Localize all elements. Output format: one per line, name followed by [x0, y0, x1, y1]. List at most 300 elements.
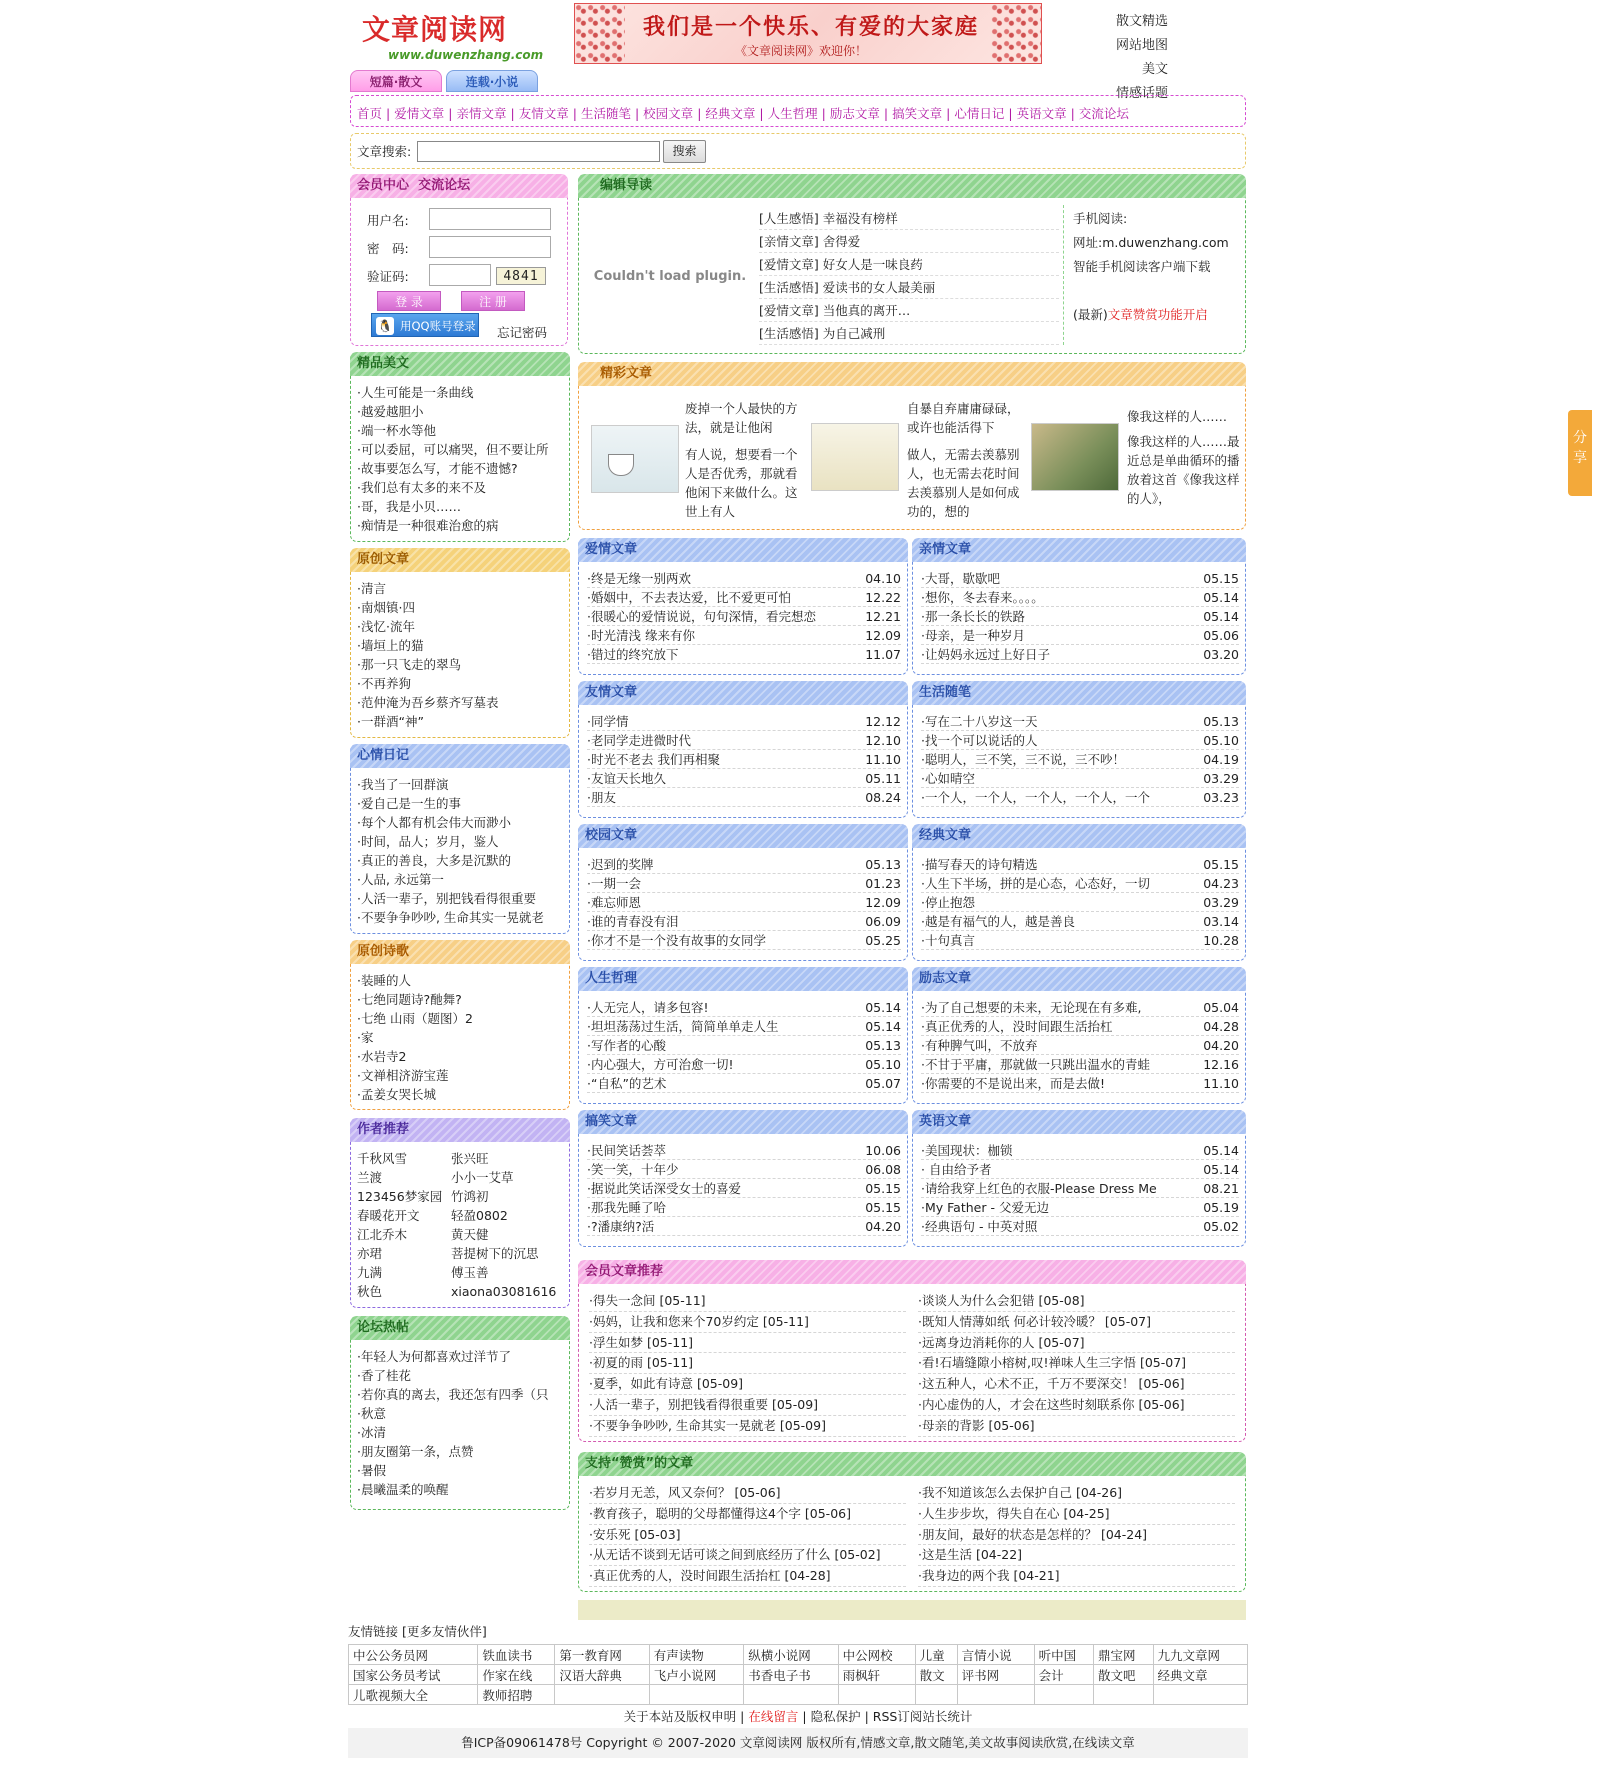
teacup-icon — [608, 454, 634, 476]
list-item[interactable] — [587, 1179, 901, 1198]
featured-item-2[interactable] — [907, 399, 1025, 521]
friend-link[interactable]: 教师招聘 — [478, 1685, 555, 1705]
list-item[interactable]: ·端一杯水等他 — [357, 423, 436, 438]
author-link[interactable]: 江北乔木 — [357, 1227, 408, 1242]
list-item[interactable] — [587, 1055, 901, 1074]
article-date: 05.04 — [1203, 1000, 1239, 1015]
nav-item[interactable]: 经典文章 — [705, 106, 756, 121]
friend-link[interactable]: 评书网 — [957, 1665, 1034, 1685]
list-item[interactable] — [921, 1160, 1239, 1179]
friend-link[interactable]: 儿童 — [915, 1645, 957, 1665]
yuanchuang-list — [357, 579, 565, 731]
article-link[interactable]: ·坦坦荡荡过生活，简简单单走人生 — [587, 1019, 779, 1034]
footer-rss[interactable]: RSS订阅站长统计 — [872, 1709, 973, 1724]
list-item[interactable] — [587, 998, 901, 1017]
list-item[interactable]: ·冰清 — [357, 1425, 386, 1440]
friend-link[interactable]: 纵横小说网 — [744, 1645, 838, 1665]
list-item[interactable] — [587, 1198, 901, 1217]
article-link[interactable]: ·My Father - 父爱无边 — [921, 1200, 1049, 1215]
featured-title-1[interactable]: 废掉一个人最快的方法，就是让他闲 — [685, 401, 798, 435]
article-link[interactable]: ·那一条长长的铁路 — [921, 609, 1025, 624]
article-link[interactable]: ·写在二十八岁这一天 — [921, 714, 1038, 729]
friend-link[interactable]: 经典文章 — [1153, 1665, 1248, 1685]
username-input[interactable] — [429, 208, 551, 230]
article-link[interactable]: ·你才不是一个没有故事的女同学 — [587, 933, 766, 948]
list-item[interactable] — [921, 1217, 1239, 1236]
list-item[interactable] — [921, 645, 1239, 664]
tab-novel[interactable]: 连载·小说 — [446, 70, 538, 92]
category-header[interactable]: 亲情文章 — [912, 538, 1246, 562]
nav-item[interactable]: 心情日记 — [954, 106, 1005, 121]
article-link[interactable]: ·“自私”的艺术 — [587, 1076, 667, 1091]
category-box — [578, 824, 908, 961]
editor-item[interactable]: [生活感悟] 爱读书的女人最美丽 — [759, 276, 1059, 299]
list-item[interactable] — [921, 1055, 1239, 1074]
list-item[interactable]: ·秋意 — [357, 1406, 386, 1421]
list-item[interactable] — [587, 931, 901, 950]
friend-link[interactable]: 有声读物 — [649, 1645, 743, 1665]
article-link[interactable]: ·人无完人，请多包容! — [587, 1000, 709, 1015]
article-date: 05.25 — [865, 933, 901, 948]
banner-headline: 我们是一个快乐、有爱的大家庭 — [643, 14, 980, 40]
article-date: 03.29 — [1203, 895, 1239, 910]
author-link[interactable]: 傅玉善 — [451, 1265, 489, 1280]
editor-item[interactable]: [爱情文章] 好女人是一味良药 — [759, 253, 1059, 276]
category-box — [912, 824, 1246, 961]
list-item[interactable]: ·墙垣上的猫 — [357, 638, 424, 653]
category-header[interactable]: 人生哲理 — [578, 967, 908, 991]
nav-item[interactable]: 交流论坛 — [1078, 106, 1129, 121]
article-date: 05.13 — [1203, 714, 1239, 729]
qq-penguin-icon: 🐧 — [377, 319, 393, 333]
article-link[interactable]: ·友谊天长地久 — [587, 771, 666, 786]
list-item[interactable]: ·哥，我是小贝…… — [357, 499, 461, 514]
list-item[interactable]: ·爱自己是一生的事 — [357, 796, 461, 811]
article-link[interactable]: ·我身边的两个我 [04-21] — [918, 1566, 1235, 1587]
footer-privacy[interactable]: 隐私保护 — [810, 1709, 861, 1724]
list-item[interactable]: ·我们总有太多的来不及 — [357, 480, 486, 495]
zanshang-list — [589, 1483, 1235, 1587]
article-date: 12.09 — [865, 895, 901, 910]
featured-item-1[interactable] — [685, 399, 805, 521]
featured-item-3[interactable] — [1127, 399, 1241, 508]
editor-item[interactable]: [亲情文章] 舍得爱 — [759, 230, 1059, 253]
list-item[interactable] — [587, 626, 901, 645]
article-link[interactable]: ·内心虚伪的人，才会在这些时刻联系你 [05-06] — [918, 1395, 1235, 1416]
list-item[interactable] — [921, 893, 1239, 912]
footer-message[interactable]: 在线留言 — [748, 1709, 799, 1724]
list-item[interactable]: ·装睡的人 — [357, 973, 411, 988]
list-item[interactable]: ·水岩寺2 — [357, 1049, 407, 1064]
author-link[interactable]: 123456梦家园 — [357, 1189, 443, 1204]
article-link[interactable]: ·笑一笑，十年少 — [587, 1162, 679, 1177]
member-center-link[interactable]: 会员中心 — [357, 178, 410, 193]
article-link[interactable]: ·人活一辈子，别把钱看得很重要 [05-09] — [589, 1395, 906, 1416]
list-item[interactable]: ·七绝同题诗?酏舞? — [357, 992, 462, 1007]
article-link[interactable]: ·老同学走进微时代 — [587, 733, 691, 748]
article-link[interactable]: ·经典语句 - 中英对照 — [921, 1219, 1038, 1234]
article-link[interactable]: ·错过的终究放下 — [587, 647, 679, 662]
nav-separator: | — [946, 106, 951, 121]
list-item[interactable]: ·一群酒“神” — [357, 714, 424, 729]
mobile-url[interactable]: 网址:m.duwenzhang.com — [1073, 235, 1229, 250]
friend-link[interactable]: 中公公务员网 — [349, 1645, 478, 1665]
nav-item[interactable]: 励志文章 — [829, 106, 880, 121]
search-input[interactable] — [417, 141, 660, 162]
list-item[interactable] — [587, 788, 901, 807]
article-link[interactable]: ·时光不老去 我们再相聚 — [587, 752, 720, 767]
friend-empty — [1094, 1685, 1153, 1705]
list-item[interactable]: ·年轻人为何都喜欢过洋节了 — [357, 1349, 511, 1364]
nav-separator: | — [883, 106, 889, 121]
article-link[interactable]: ·写作者的心酸 — [587, 1038, 666, 1053]
article-link[interactable]: ·若岁月无恙，风又奈何？ [05-06] — [589, 1483, 906, 1504]
friend-link[interactable]: 国家公务员考试 — [349, 1665, 478, 1685]
list-item[interactable] — [587, 893, 901, 912]
friend-link[interactable]: 听中国 — [1034, 1645, 1093, 1665]
list-item[interactable]: ·朋友圈第一条，点赞 — [357, 1444, 474, 1459]
featured-thumb-1[interactable] — [591, 425, 679, 493]
category-header[interactable]: 校园文章 — [578, 824, 908, 848]
list-item[interactable]: ·若你真的离去，我还怎有四季（只 — [357, 1387, 549, 1402]
article-date: 05.11 — [865, 771, 901, 786]
list-item[interactable]: ·每个人都有机会伟大而渺小 — [357, 815, 511, 830]
forum-box — [350, 1316, 570, 1510]
friend-link[interactable]: 书香电子书 — [744, 1665, 838, 1685]
article-link[interactable]: ·看!石墙缝隙小榕树,叹!禅味人生三字悟 [05-07] — [918, 1353, 1235, 1374]
zanshang-header: 支持“赞赏”的文章 — [578, 1452, 1246, 1476]
editor-item[interactable]: [生活感悟] 为自己减刑 — [759, 322, 1059, 345]
list-item[interactable]: ·暑假 — [357, 1463, 386, 1478]
list-item[interactable] — [587, 1036, 901, 1055]
list-item[interactable] — [921, 912, 1239, 931]
list-item[interactable] — [587, 712, 901, 731]
list-item[interactable]: ·孟姜女哭长城 — [357, 1087, 436, 1102]
list-item[interactable] — [921, 788, 1239, 807]
featured-title-3[interactable]: 像我这样的人…… — [1127, 409, 1228, 424]
list-item[interactable]: ·范仲淹为吾乡蔡齐写墓表 — [357, 695, 499, 710]
nav-item[interactable]: 英语文章 — [1016, 106, 1067, 121]
list-item[interactable]: ·人品, 永远第一 — [357, 872, 444, 887]
article-date: 05.14 — [1203, 590, 1239, 605]
friend-links-title[interactable]: 友情链接 [更多友情伙伴] — [348, 1624, 487, 1639]
password-input[interactable] — [429, 236, 551, 258]
list-item[interactable] — [921, 626, 1239, 645]
article-link[interactable]: ·人生下半场，拼的是心态，心态好，一切 — [921, 876, 1150, 891]
list-item[interactable] — [921, 712, 1239, 731]
list-item[interactable] — [587, 855, 901, 874]
list-item[interactable] — [587, 588, 901, 607]
article-link[interactable]: ·内心强大，方可治愈一切! — [587, 1057, 734, 1072]
search-button[interactable]: 搜索 — [663, 140, 706, 163]
article-link[interactable]: ·既知人情薄如纸 何必计较冷暖？ [05-07] — [918, 1312, 1235, 1333]
forum-link[interactable]: 交流论坛 — [418, 178, 471, 193]
friend-link[interactable]: 鼎宝网 — [1094, 1645, 1153, 1665]
top-link-sanwen[interactable]: 散文精选 — [1115, 14, 1168, 29]
list-item[interactable] — [921, 607, 1239, 626]
article-link[interactable]: ·我不知道该怎么去保护自己 [04-26] — [918, 1483, 1235, 1504]
author-link[interactable]: 竹鸿初 — [451, 1189, 489, 1204]
article-link[interactable]: ·远离身边消耗你的人 [05-07] — [918, 1333, 1235, 1354]
footer-about[interactable]: 关于本站及版权申明 — [623, 1709, 737, 1724]
list-item[interactable] — [921, 731, 1239, 750]
list-item[interactable] — [587, 731, 901, 750]
article-link[interactable]: ·大哥，歇歇吧 — [921, 571, 1000, 586]
article-link[interactable]: ·找一个可以说话的人 — [921, 733, 1038, 748]
author-link[interactable]: 菩提树下的沉思 — [451, 1246, 539, 1261]
article-link[interactable]: ·婚姻中，不去表达爱，比不爱更可怕 — [587, 590, 791, 605]
author-link[interactable]: 春暖花开文 — [357, 1208, 420, 1223]
list-item[interactable] — [587, 1160, 901, 1179]
floral-decor-right — [991, 4, 1041, 64]
article-link[interactable]: ·聪明人，三不笑，三不说，三不吵！ — [921, 752, 1125, 767]
article-link[interactable]: ·越是有福气的人，越是善良 — [921, 914, 1075, 929]
friend-link[interactable]: 九九文章网 — [1153, 1645, 1248, 1665]
category-header[interactable]: 友情文章 — [578, 681, 908, 705]
mobile-app-link[interactable]: 智能手机阅读客户端下载 — [1073, 259, 1211, 274]
article-link[interactable]: ·这五种人，心术不正，千万不要深交！ [05-06] — [918, 1374, 1235, 1395]
article-link[interactable]: ·人生步步坎，得失自在心 [04-25] — [918, 1504, 1235, 1525]
list-item[interactable]: ·故事要怎么写，才能不遗憾? — [357, 461, 518, 476]
article-link[interactable]: ·教育孩子，聪明的父母都懂得这4个字 [05-06] — [589, 1504, 906, 1525]
article-link[interactable]: ·同学情 — [587, 714, 629, 729]
list-item[interactable]: ·人活一辈子，别把钱看得很重要 — [357, 891, 536, 906]
friend-link[interactable]: 作家在线 — [478, 1665, 555, 1685]
list-item[interactable]: ·清言 — [357, 581, 386, 596]
article-link[interactable]: ·这是生活 [04-22] — [918, 1545, 1235, 1566]
featured-title-2[interactable]: 自暴自弃庸庸碌碌，或许也能活得下 — [907, 401, 1020, 435]
category-header[interactable]: 爱情文章 — [578, 538, 908, 562]
article-link[interactable]: ·母亲，是一种岁月 — [921, 628, 1025, 643]
nav-item[interactable]: 校园文章 — [643, 106, 694, 121]
article-link[interactable]: ·安乐死 [05-03] — [589, 1525, 906, 1546]
list-item[interactable] — [587, 1074, 901, 1093]
article-link[interactable]: ·从无话不谈到无话可谈之间到底经历了什么 [05-02] — [589, 1545, 906, 1566]
xinqing-box — [350, 744, 570, 934]
friend-link[interactable]: 言情小说 — [957, 1645, 1034, 1665]
article-link[interactable]: ·很暖心的爱情说说，句句深情，看完想恋 — [587, 609, 816, 624]
tab-short-essay[interactable]: 短篇·散文 — [350, 70, 442, 92]
author-link[interactable]: 千秋风雪 — [357, 1151, 408, 1166]
article-link[interactable]: ·妈妈，让我和您来个70岁约定 [05-11] — [589, 1312, 906, 1333]
editor-item[interactable]: [人生感悟] 幸福没有榜样 — [759, 207, 1059, 230]
article-link[interactable]: ·不甘于平庸，那就做一只跳出温水的青蛙 — [921, 1057, 1150, 1072]
article-link[interactable]: ·初夏的雨 [05-11] — [589, 1353, 906, 1374]
site-logo[interactable] — [362, 8, 544, 62]
nav-item[interactable]: 生活随笔 — [580, 106, 631, 121]
author-link[interactable]: 九满 — [357, 1265, 383, 1280]
list-item[interactable]: ·南烟镇·四 — [357, 600, 415, 615]
list-item[interactable] — [587, 607, 901, 626]
category-box — [912, 967, 1246, 1104]
list-item[interactable]: ·痴情是一种很难治愈的病 — [357, 518, 499, 533]
author-link[interactable]: 秋色 — [357, 1284, 383, 1299]
article-link[interactable]: ·那我先睡了哈 — [587, 1200, 666, 1215]
nav-separator: | — [572, 106, 577, 121]
list-item[interactable]: ·越爱越胆小 — [357, 404, 424, 419]
article-link[interactable]: ·十句真言 — [921, 933, 975, 948]
article-link[interactable]: ·终是无缘一别两欢 — [587, 571, 691, 586]
category-header[interactable]: 搞笑文章 — [578, 1110, 908, 1134]
author-link[interactable]: xiaona03081616 — [451, 1284, 557, 1299]
friend-link[interactable]: 铁血读书 — [478, 1645, 555, 1665]
login-button[interactable]: 登 录 — [377, 291, 441, 311]
nav-item[interactable]: 友情文章 — [518, 106, 569, 121]
list-item[interactable] — [587, 569, 901, 588]
list-item[interactable] — [921, 569, 1239, 588]
friend-link[interactable]: 散文吧 — [1094, 1665, 1153, 1685]
list-item[interactable]: ·可以委屈，可以痛哭，但不要让所 — [357, 442, 549, 457]
login-header — [350, 174, 568, 198]
list-item[interactable] — [921, 1179, 1239, 1198]
list-item[interactable] — [587, 1217, 901, 1236]
article-link[interactable]: ·停止抱怨 — [921, 895, 975, 910]
article-link[interactable]: ·请给我穿上红色的衣服-Please Dress Me — [921, 1181, 1157, 1196]
editor-header: 编辑导读 — [578, 174, 1246, 198]
category-header[interactable]: 经典文章 — [912, 824, 1246, 848]
friend-link[interactable]: 第一教育网 — [555, 1645, 649, 1665]
friend-link[interactable]: 儿歌视频大全 — [349, 1685, 478, 1705]
article-link[interactable]: ·民间笑话荟萃 — [587, 1143, 666, 1158]
article-link[interactable]: ·夏季，如此有诗意 [05-09] — [589, 1374, 906, 1395]
category-list — [587, 569, 901, 664]
author-link[interactable]: 兰渡 — [357, 1170, 383, 1185]
article-link[interactable]: ·一个人，一个人，一个人，一个人，一个 — [921, 790, 1150, 805]
article-link[interactable]: ·难忘师恩 — [587, 895, 641, 910]
list-item[interactable] — [587, 912, 901, 931]
list-item[interactable] — [587, 750, 901, 769]
article-link[interactable]: ·想你，冬去春来。。。。 — [921, 590, 1044, 605]
article-link[interactable]: ·迟到的奖牌 — [587, 857, 654, 872]
list-item[interactable] — [921, 1036, 1239, 1055]
article-link[interactable]: ·朋友间，最好的状态是怎样的？ [04-24] — [918, 1525, 1235, 1546]
featured-thumb-2[interactable] — [811, 423, 899, 491]
nav-item[interactable]: 亲情文章 — [456, 106, 507, 121]
author-link[interactable]: 小小一艾草 — [451, 1170, 514, 1185]
list-item[interactable] — [587, 769, 901, 788]
list-item[interactable]: ·浅忆·流年 — [357, 619, 415, 634]
article-link[interactable]: ·母亲的背影 [05-06] — [918, 1416, 1235, 1437]
article-date: 11.07 — [865, 647, 901, 662]
nav-item[interactable]: 首页 — [357, 106, 383, 121]
article-link[interactable]: ·有种脾气叫，不放弃 — [921, 1038, 1038, 1053]
article-link[interactable]: ·心如晴空 — [921, 771, 975, 786]
article-link[interactable]: ·谈谈人为什么会犯错 [05-08] — [918, 1291, 1235, 1312]
author-link[interactable]: 黄天健 — [451, 1227, 489, 1242]
list-item[interactable]: ·七绝 山雨（题图）2 — [357, 1011, 473, 1026]
article-link[interactable]: ·不要争争吵吵, 生命其实一晃就老 [05-09] — [589, 1416, 906, 1437]
article-link[interactable]: ·为了自己想要的未来，无论现在有多难, — [921, 1000, 1142, 1015]
article-link[interactable]: ·让妈妈永远过上好日子 — [921, 647, 1050, 662]
news-prefix: (最新) — [1073, 307, 1108, 322]
article-link[interactable]: ·谁的青春没有泪 — [587, 914, 679, 929]
author-link[interactable]: 轻盈0802 — [451, 1208, 508, 1223]
list-item[interactable] — [921, 1141, 1239, 1160]
list-item[interactable] — [921, 750, 1239, 769]
news-link[interactable]: 文章赞赏功能开启 — [1107, 307, 1208, 322]
friend-link[interactable]: 会计 — [1034, 1665, 1093, 1685]
list-item[interactable]: ·我当了一回群演 — [357, 777, 449, 792]
article-link[interactable]: ·一期一会 — [587, 876, 641, 891]
friend-link[interactable]: 雨枫轩 — [838, 1665, 915, 1685]
list-item[interactable] — [921, 855, 1239, 874]
qq-login-button[interactable] — [371, 313, 479, 337]
list-item[interactable]: ·文禅相济游宝莲 — [357, 1068, 449, 1083]
nav-item[interactable]: 搞笑文章 — [892, 106, 943, 121]
top-link-emotion[interactable]: 情感话题 — [1115, 86, 1168, 101]
top-link-sitemap[interactable]: 网站地图 — [1115, 38, 1168, 53]
list-item[interactable]: ·人生可能是一条曲线 — [357, 385, 474, 400]
list-item[interactable]: ·香了桂花 — [357, 1368, 411, 1383]
list-item[interactable]: ·不要争争吵吵, 生命其实一晃就老 — [357, 910, 544, 925]
article-link[interactable]: ·真正优秀的人，没时间跟生活抬杠 [04-28] — [589, 1566, 906, 1587]
list-item[interactable] — [921, 998, 1239, 1017]
qq-login-label: 用QQ账号登录 — [400, 319, 476, 333]
list-item[interactable]: ·那一只飞走的翠鸟 — [357, 657, 461, 672]
category-header[interactable]: 励志文章 — [912, 967, 1246, 991]
share-button[interactable] — [1568, 410, 1592, 496]
list-item[interactable]: ·时间，品人；岁月，鉴人 — [357, 834, 499, 849]
article-link[interactable]: ·得失一念间 [05-11] — [589, 1291, 906, 1312]
authors-header: 作者推荐 — [350, 1118, 570, 1142]
article-link[interactable]: · 自由给予者 — [921, 1162, 992, 1177]
list-item[interactable] — [921, 874, 1239, 893]
list-item[interactable] — [921, 1198, 1239, 1217]
captcha-input[interactable] — [429, 264, 491, 286]
nav-item[interactable]: 爱情文章 — [394, 106, 445, 121]
editor-item[interactable]: [爱情文章] 当他真的离开… — [759, 299, 1059, 322]
article-link[interactable]: ·据说此笑话深受女士的喜爱 — [587, 1181, 741, 1196]
article-link[interactable]: ·?潘康纳?活 — [587, 1219, 655, 1234]
category-header[interactable]: 生活随笔 — [912, 681, 1246, 705]
list-item[interactable] — [921, 1017, 1239, 1036]
article-link[interactable]: ·朋友 — [587, 790, 616, 805]
article-link[interactable]: ·浮生如梦 [05-11] — [589, 1333, 906, 1354]
article-link[interactable]: ·美国现状：枷锁 — [921, 1143, 1013, 1158]
list-item[interactable] — [921, 1074, 1239, 1093]
category-header[interactable]: 英语文章 — [912, 1110, 1246, 1134]
captcha-image[interactable]: 4841 — [496, 267, 546, 285]
list-item[interactable]: ·家 — [357, 1030, 374, 1045]
article-link[interactable]: ·你需要的不是说出来，而是去做! — [921, 1076, 1105, 1091]
friend-link[interactable]: 汉语大辞典 — [555, 1665, 649, 1685]
list-item[interactable] — [921, 588, 1239, 607]
list-item[interactable] — [921, 931, 1239, 950]
article-link[interactable]: ·时光清浅 缘来有你 — [587, 628, 695, 643]
author-link[interactable]: 张兴旺 — [451, 1151, 489, 1166]
top-link-meiwen[interactable]: 美文 — [1141, 62, 1168, 77]
list-item[interactable]: ·晨曦温柔的唤醒 — [357, 1482, 449, 1497]
forgot-password-link[interactable]: 忘记密码 — [497, 325, 548, 340]
author-link[interactable]: 亦珺 — [357, 1246, 383, 1261]
list-item[interactable] — [921, 769, 1239, 788]
list-item[interactable] — [587, 1017, 901, 1036]
friend-link[interactable]: 散文 — [915, 1665, 957, 1685]
article-link[interactable]: ·描写春天的诗句精选 — [921, 857, 1038, 872]
friend-link[interactable]: 中公网校 — [838, 1645, 915, 1665]
list-item[interactable] — [587, 1141, 901, 1160]
featured-thumb-3[interactable] — [1031, 423, 1119, 491]
list-item[interactable]: ·真正的善良，大多是沉默的 — [357, 853, 511, 868]
friend-link[interactable]: 飞卢小说网 — [649, 1665, 743, 1685]
nav-item[interactable]: 人生哲理 — [767, 106, 818, 121]
register-button[interactable]: 注 册 — [461, 291, 525, 311]
article-link[interactable]: ·真正优秀的人，没时间跟生活抬杠 — [921, 1019, 1113, 1034]
forum-header: 论坛热帖 — [350, 1316, 570, 1340]
list-item[interactable] — [587, 645, 901, 664]
list-item[interactable]: ·不再养狗 — [357, 676, 411, 691]
list-item[interactable] — [587, 874, 901, 893]
